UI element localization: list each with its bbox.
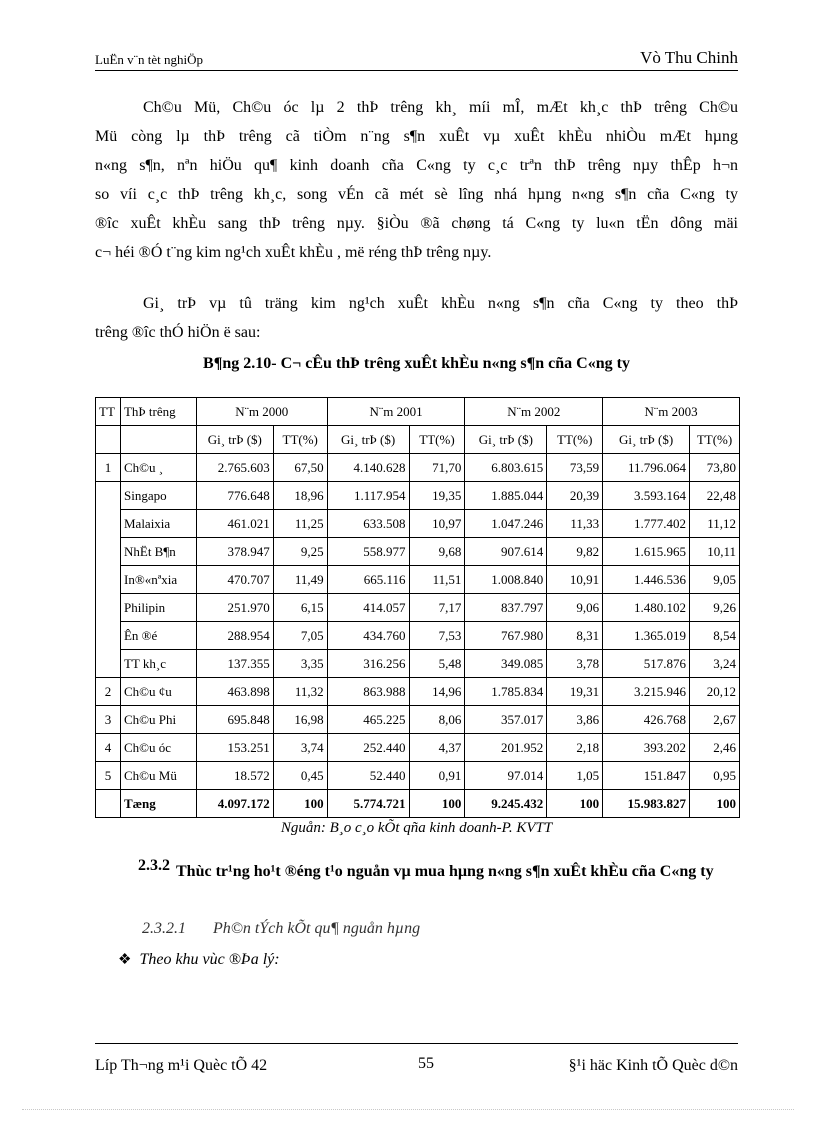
cell-value: 1.008.840 <box>465 566 547 594</box>
cell-tt <box>96 566 121 594</box>
cell-tt <box>96 622 121 650</box>
cell-value: 414.057 <box>327 594 409 622</box>
header-share: TT(%) <box>273 426 327 454</box>
table-row <box>96 622 740 650</box>
cell-share: 9,06 <box>547 594 603 622</box>
cell-share: 10,91 <box>547 566 603 594</box>
diamond-bullet-icon: ❖ <box>118 952 132 968</box>
cell-share: 11,32 <box>273 678 327 706</box>
cell-value: 1.365.019 <box>603 622 690 650</box>
table-row <box>96 734 740 762</box>
cell-value: 1.785.834 <box>465 678 547 706</box>
cell-share: 9,26 <box>690 594 740 622</box>
header-value: Gi¸ trÞ ($) <box>465 426 547 454</box>
cell-share: 8,54 <box>690 622 740 650</box>
header-market: ThÞ trêng <box>120 398 196 426</box>
cell-value: 201.952 <box>465 734 547 762</box>
page-number: 55 <box>418 1055 434 1072</box>
cell-market: Singapo <box>120 482 196 510</box>
cell-market: TT kh¸c <box>120 650 196 678</box>
cell-value: 837.797 <box>465 594 547 622</box>
bullet-item <box>118 950 280 969</box>
header-tt: TT <box>96 398 121 426</box>
section-number: 2.3.2 <box>138 857 170 874</box>
cell-market: Ch©u ¸ <box>120 454 196 482</box>
cell-market: In®«nªxia <box>120 566 196 594</box>
cell-market: Ch©u óc <box>120 734 196 762</box>
cell-share: 73,59 <box>547 454 603 482</box>
footer-rule <box>95 1043 738 1044</box>
cell-value: 4.097.172 <box>196 790 273 818</box>
cell-market: Ên ®é <box>120 622 196 650</box>
cell-tt <box>96 790 121 818</box>
cell-share: 3,78 <box>547 650 603 678</box>
cell-share: 5,48 <box>409 650 465 678</box>
cell-share: 0,91 <box>409 762 465 790</box>
cell-share: 100 <box>409 790 465 818</box>
cell-market: Tæng <box>120 790 196 818</box>
cell-value: 434.760 <box>327 622 409 650</box>
cell-share: 11,25 <box>273 510 327 538</box>
cell-value: 252.440 <box>327 734 409 762</box>
cell-tt <box>96 510 121 538</box>
cell-share: 10,11 <box>690 538 740 566</box>
cell-share: 2,67 <box>690 706 740 734</box>
cell-value: 9.245.432 <box>465 790 547 818</box>
bullet-text: Theo khu vùc ®Þa lý: <box>139 951 280 968</box>
paragraph-line: so víi c¸c thÞ trêng kh¸c, song vÉn cã mét sè lîng nhá hµng n«ng s¶n cña C«ng ty <box>95 186 738 203</box>
cell-share: 6,15 <box>273 594 327 622</box>
table-row <box>96 706 740 734</box>
cell-tt: 3 <box>96 706 121 734</box>
cell-market: Philipin <box>120 594 196 622</box>
cell-share: 2,18 <box>547 734 603 762</box>
cell-value: 5.774.721 <box>327 790 409 818</box>
header-year: N¨m 2003 <box>603 398 740 426</box>
cell-value: 517.876 <box>603 650 690 678</box>
market-structure-table <box>95 397 740 818</box>
cell-value: 907.614 <box>465 538 547 566</box>
cell-share: 7,17 <box>409 594 465 622</box>
header-right: Vò Thu Chinh <box>640 48 738 67</box>
cell-share: 100 <box>273 790 327 818</box>
cell-value: 863.988 <box>327 678 409 706</box>
cell-value: 11.796.064 <box>603 454 690 482</box>
cell-share: 8,31 <box>547 622 603 650</box>
cell-share: 4,37 <box>409 734 465 762</box>
cell-value: 52.440 <box>327 762 409 790</box>
cell-value: 251.970 <box>196 594 273 622</box>
cell-value: 426.768 <box>603 706 690 734</box>
cell-value: 3.593.164 <box>603 482 690 510</box>
table-row <box>96 594 740 622</box>
header-value: Gi¸ trÞ ($) <box>327 426 409 454</box>
paragraph-line: Gi¸ trÞ vµ tû träng kim ng¹ch xuÊt khÈu n«ng s¶n cña C«ng ty theo thÞ <box>143 295 738 312</box>
cell-share: 3,24 <box>690 650 740 678</box>
cell-value: 1.885.044 <box>465 482 547 510</box>
cell-share: 0,95 <box>690 762 740 790</box>
cell-value: 151.847 <box>603 762 690 790</box>
header-share: TT(%) <box>690 426 740 454</box>
cell-value: 470.707 <box>196 566 273 594</box>
cell-value: 153.251 <box>196 734 273 762</box>
cell-tt: 1 <box>96 454 121 482</box>
table-row <box>96 510 740 538</box>
cell-share: 73,80 <box>690 454 740 482</box>
paragraph-line: Ch©u Mü, Ch©u óc lµ 2 thÞ trêng kh¸ míi mÎ, mÆt kh¸c thÞ trêng Ch©u <box>143 99 738 116</box>
cell-share: 9,05 <box>690 566 740 594</box>
cell-share: 11,12 <box>690 510 740 538</box>
cell-share: 11,49 <box>273 566 327 594</box>
table-row <box>96 650 740 678</box>
footer-left: Líp Th¬ng m¹i Quèc tÕ 42 <box>95 1057 268 1074</box>
cell-share: 20,39 <box>547 482 603 510</box>
cell-tt <box>96 538 121 566</box>
cell-value: 393.202 <box>603 734 690 762</box>
cell-value: 461.021 <box>196 510 273 538</box>
cell-value: 558.977 <box>327 538 409 566</box>
cell-share: 11,33 <box>547 510 603 538</box>
cell-value: 316.256 <box>327 650 409 678</box>
cell-tt: 4 <box>96 734 121 762</box>
cell-tt <box>96 482 121 510</box>
cell-share: 0,45 <box>273 762 327 790</box>
paragraph-line: trêng ®îc thÓ hiÖn ë sau: <box>95 324 261 341</box>
cell-market: NhËt B¶n <box>120 538 196 566</box>
cell-value: 349.085 <box>465 650 547 678</box>
cell-share: 7,53 <box>409 622 465 650</box>
table-row <box>96 762 740 790</box>
table-row <box>96 566 740 594</box>
table-row <box>96 538 740 566</box>
cell-value: 463.898 <box>196 678 273 706</box>
cell-share: 16,98 <box>273 706 327 734</box>
cell-share: 10,97 <box>409 510 465 538</box>
cell-share: 100 <box>690 790 740 818</box>
header-year: N¨m 2002 <box>465 398 603 426</box>
header-year: N¨m 2001 <box>327 398 465 426</box>
paragraph-line: ®îc xuÊt khÈu sang thÞ trêng nµy. §iÒu ®ã chøng tá C«ng ty lu«n tËn dông mäi <box>95 215 738 232</box>
header-left: LuËn v¨n tèt nghiÖp <box>95 52 203 67</box>
table-title: B¶ng 2.10- C¬ cÊu thÞ trêng xuÊt khÈu n«ng s¶n cña C«ng ty <box>203 355 630 372</box>
cell-tt: 5 <box>96 762 121 790</box>
cell-value: 767.980 <box>465 622 547 650</box>
paragraph-line: n«ng s¶n, nªn hiÖu qu¶ kinh doanh cña C«ng ty c¸c trªn thÞ trêng nµy thÊp h¬n <box>95 157 738 174</box>
cell-value: 1.446.536 <box>603 566 690 594</box>
cell-share: 11,51 <box>409 566 465 594</box>
table-subheader-row <box>96 426 740 454</box>
cell-share: 19,31 <box>547 678 603 706</box>
cell-value: 1.777.402 <box>603 510 690 538</box>
cell-value: 18.572 <box>196 762 273 790</box>
table-row <box>96 482 740 510</box>
cell-value: 665.116 <box>327 566 409 594</box>
cell-value: 15.983.827 <box>603 790 690 818</box>
table-row <box>96 678 740 706</box>
cell-market: Ch©u ¢u <box>120 678 196 706</box>
cell-value: 465.225 <box>327 706 409 734</box>
cell-value: 1.615.965 <box>603 538 690 566</box>
header-value: Gi¸ trÞ ($) <box>196 426 273 454</box>
cell-share: 22,48 <box>690 482 740 510</box>
cell-tt <box>96 650 121 678</box>
header-share: TT(%) <box>547 426 603 454</box>
cell-market: Malaixia <box>120 510 196 538</box>
cell-value: 97.014 <box>465 762 547 790</box>
cell-share: 71,70 <box>409 454 465 482</box>
cell-share: 100 <box>547 790 603 818</box>
cell-value: 288.954 <box>196 622 273 650</box>
cell-share: 3,74 <box>273 734 327 762</box>
cell-share: 9,82 <box>547 538 603 566</box>
cell-share: 3,86 <box>547 706 603 734</box>
cell-share: 20,12 <box>690 678 740 706</box>
cell-value: 6.803.615 <box>465 454 547 482</box>
table-header-row <box>96 398 740 426</box>
cell-share: 18,96 <box>273 482 327 510</box>
section-title: Thùc tr¹ng ho¹t ®éng t¹o nguån vµ mua hµng n«ng s¶n xuÊt khÈu cña C«ng ty <box>176 863 714 880</box>
cell-market: Ch©u Mü <box>120 762 196 790</box>
paragraph-line: c¬ héi ®Ó t¨ng kim ng¹ch xuÊt khÈu , më réng thÞ trêng nµy. <box>95 244 492 261</box>
page-edge <box>22 1109 794 1110</box>
cell-value: 1.117.954 <box>327 482 409 510</box>
cell-share: 8,06 <box>409 706 465 734</box>
header-rule <box>95 70 738 71</box>
cell-share: 2,46 <box>690 734 740 762</box>
subsection-number: 2.3.2.1 <box>142 920 186 937</box>
table-total-row <box>96 790 740 818</box>
cell-value: 695.848 <box>196 706 273 734</box>
cell-share: 67,50 <box>273 454 327 482</box>
cell-share: 3,35 <box>273 650 327 678</box>
cell-value: 3.215.946 <box>603 678 690 706</box>
cell-share: 9,68 <box>409 538 465 566</box>
source-note: Nguån: B¸o c¸o kÕt qña kinh doanh-P. KVTT <box>280 820 553 836</box>
cell-share: 14,96 <box>409 678 465 706</box>
header-year: N¨m 2000 <box>196 398 327 426</box>
cell-value: 776.648 <box>196 482 273 510</box>
cell-value: 1.047.246 <box>465 510 547 538</box>
header-value: Gi¸ trÞ ($) <box>603 426 690 454</box>
cell-share: 7,05 <box>273 622 327 650</box>
cell-value: 137.355 <box>196 650 273 678</box>
cell-share: 19,35 <box>409 482 465 510</box>
cell-share: 1,05 <box>547 762 603 790</box>
footer-right: §¹i häc Kinh tÕ Quèc d©n <box>568 1057 738 1074</box>
cell-tt <box>96 594 121 622</box>
cell-value: 1.480.102 <box>603 594 690 622</box>
table-row <box>96 454 740 482</box>
cell-value: 633.508 <box>327 510 409 538</box>
cell-value: 4.140.628 <box>327 454 409 482</box>
cell-value: 2.765.603 <box>196 454 273 482</box>
header-share: TT(%) <box>409 426 465 454</box>
paragraph-line: Mü còng lµ thÞ trêng cã tiÒm n¨ng s¶n xuÊt vµ xuÊt khÈu nhiÒu mÆt hµng <box>95 128 738 145</box>
cell-value: 357.017 <box>465 706 547 734</box>
cell-tt: 2 <box>96 678 121 706</box>
cell-share: 9,25 <box>273 538 327 566</box>
cell-value: 378.947 <box>196 538 273 566</box>
subsection-title: Ph©n tÝch kÕt qu¶ nguån hµng <box>213 920 421 937</box>
cell-market: Ch©u Phi <box>120 706 196 734</box>
